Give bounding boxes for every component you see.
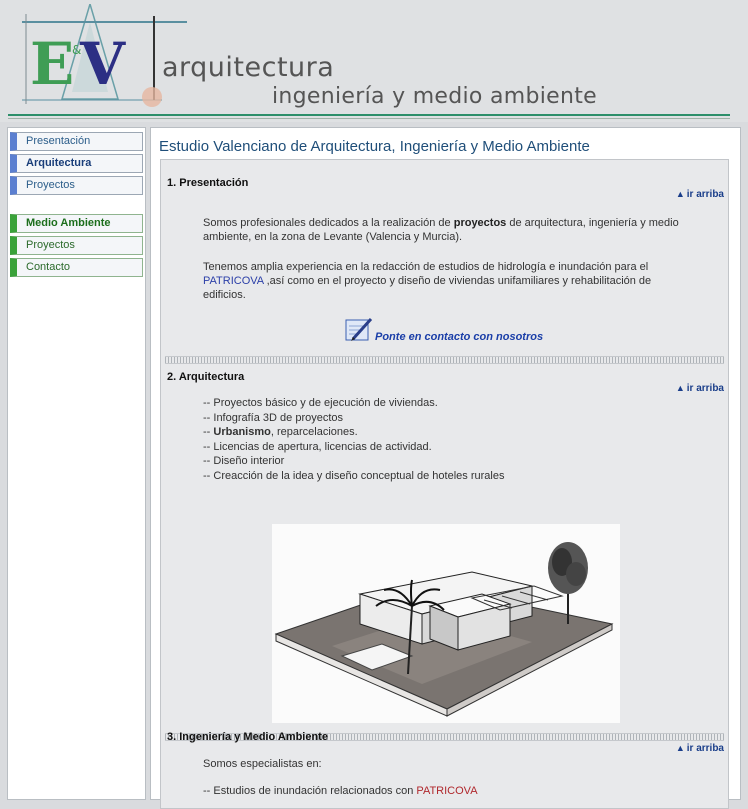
list-item: -- Infografía 3D de proyectos (203, 411, 344, 424)
arrow-up-icon: ▲ (675, 383, 685, 393)
header-divider (8, 114, 730, 119)
sidebar-item-proyectos-ma[interactable]: Proyectos (10, 236, 143, 255)
svg-text:V: V (80, 30, 126, 98)
section-heading-presentacion: 1. Presentación (167, 177, 249, 189)
site-title: arquitectura (162, 52, 335, 83)
back-to-top-link[interactable]: ▲ ir arriba (675, 189, 724, 200)
section-divider (165, 356, 724, 364)
sidebar-item-arquitectura[interactable]: Arquitectura (10, 154, 143, 173)
content-panel (160, 159, 729, 809)
page-title: Estudio Valenciano de Arquitectura, Ingeniería y Medio Ambiente (159, 138, 590, 155)
presentation-paragraph-2: Tenemos amplia experiencia en la redacción de estudios de hidrología e inundación para el PATRICOVA ,así como en el proyecto y diseño de viviendas unifamiliares y rehabilitación de edificios. (203, 261, 652, 301)
nav-group-architecture (8, 132, 143, 198)
patricova-link[interactable]: PATRICOVA (416, 785, 478, 797)
engineering-item-1: -- Estudios de inundación relacionados con PATRICOVA (203, 785, 478, 797)
architecture-services-list (203, 396, 504, 483)
list-item: -- Creacción de la idea y diseño conceptual de hoteles rurales (203, 469, 505, 482)
contact-link[interactable]: Ponte en contacto con nosotros (345, 317, 543, 343)
site-header (0, 0, 748, 122)
list-item: -- Diseño interior (203, 455, 285, 467)
list-item: -- Licencias de apertura, licencias de actividad. (203, 440, 432, 453)
arrow-up-icon: ▲ (675, 189, 685, 199)
email-icon (345, 317, 373, 343)
main-content (150, 127, 741, 800)
house-render-image (272, 524, 620, 723)
section-heading-arquitectura: 2. Arquitectura (167, 371, 245, 383)
engineering-intro: Somos especialistas en: (203, 758, 322, 770)
patricova-link[interactable]: PATRICOVA (203, 275, 264, 287)
presentation-paragraph-1: Somos profesionales dedicados a la realización de proyectos de arquitectura, ingeniería y medio ambiente, en la zona de Levante (Valencia y Murcia). (203, 217, 679, 243)
sidebar-item-medio-ambiente[interactable]: Medio Ambiente (10, 214, 143, 233)
back-to-top-link[interactable]: ▲ ir arriba (675, 383, 724, 394)
arrow-up-icon: ▲ (675, 743, 685, 753)
sidebar-item-proyectos-arq[interactable]: Proyectos (10, 176, 143, 195)
svg-text:E: E (30, 30, 75, 98)
nav-group-environment (8, 214, 143, 280)
section-heading-ingenieria-text: 3. Ingeniería y Medio Ambiente (167, 731, 328, 743)
site-subtitle: ingeniería y medio ambiente (272, 84, 598, 109)
back-to-top-link[interactable]: ▲ ir arriba (675, 743, 724, 754)
sidebar-item-presentacion[interactable]: Presentación (10, 132, 143, 151)
list-item: -- Proyectos básico y de ejecución de viviendas. (203, 397, 438, 409)
sidebar (7, 127, 146, 800)
list-item: -- Urbanismo, reparcelaciones. (203, 426, 358, 438)
sidebar-item-contacto[interactable]: Contacto (10, 258, 143, 277)
svg-text:&: & (72, 43, 82, 57)
